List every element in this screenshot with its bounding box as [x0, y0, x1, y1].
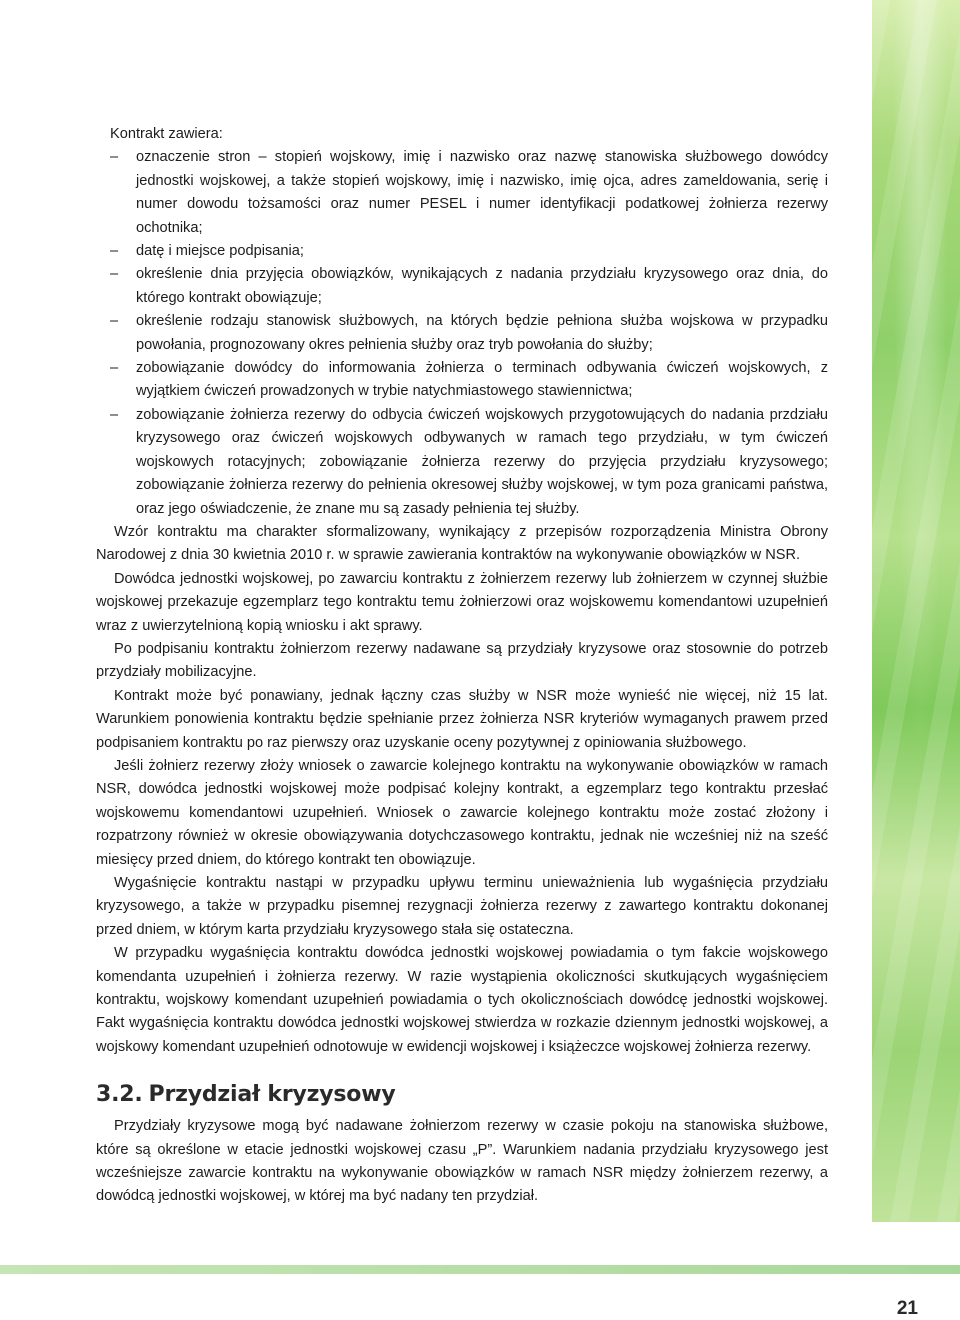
bullet-dash: –: [110, 266, 119, 283]
paragraph-assignments: Po podpisaniu kontraktu żołnierzom rezerwy nadawane są przydziały kryzysowe oraz stosownie do potrzeb przydziały mobilizacyjne.: [96, 640, 828, 681]
bullet-dash: –: [110, 360, 119, 377]
list-item: – datę i miejsce podpisania;: [96, 240, 828, 263]
section-title: Przydział kryzysowy: [148, 1082, 396, 1108]
list-item: – oznaczenie stron – stopień wojskowy, imię i nazwisko oraz nazwę stanowiska służbowego dowódcy jednostki wojskowej, a także stopień wojskowy, imię i nazwisko, imię ojca, adres zameldowania, serię i numer dowodu tożsamości oraz numer PESEL i numer identyfikacji podatkowej żołnierza rezerwy ochotnika;: [96, 146, 828, 240]
list-item: – zobowiązanie dowódcy do informowania żołnierza o terminach odbywania ćwiczeń wojskowych, z wyjątkiem ćwiczeń prowadzonych w trybie natychmiastowego stawiennictwa;: [96, 357, 828, 404]
paragraph-contract-handover: Dowódca jednostki wojskowej, po zawarciu kontraktu z żołnierzem rezerwy lub żołnierzem w czynnej służbie wojskowej przekazuje egzemplarz tego kontraktu temu żołnierzowi oraz wojskowemu komendantowi uzupełnień wraz z uwierzytelnioną kopią wniosku i akt sprawy.: [96, 570, 828, 634]
paragraph-expiry-notice: W przypadku wygaśnięcia kontraktu dowódca jednostki wojskowej powiadamia o tym fakcie wojskowego komendanta uzupełnień i żołnierza rezerwy. W razie wystąpienia okoliczności skutkujących wygaśnięciem kontraktu, wojskowy komendant uzupełnień powiadamia o tych okolicznościach dowódcę jednostki wojskowej. Fakt wygaśnięcia kontraktu dowódca jednostki wojskowej stwierdza w rozkazie dziennym jednostki wojskowej, a wojskowy komendant uzupełnień odnotowuje w ewidencji wojskowej i książeczce wojskowej żołnierza rezerwy.: [96, 945, 828, 1055]
paragraph-expiry: Wygaśnięcie kontraktu nastąpi w przypadku upływu terminu unieważnienia lub wygaśnięcia przydziału kryzysowego, a także w przypadku pisemnej rezygnacji żołnierza rezerwy z zawartego kontraktu dokonanej przed dniem, w którym karta przydziału kryzysowego stała się ostateczna.: [96, 875, 828, 938]
list-item: – określenie dnia przyjęcia obowiązków, wynikających z nadania przydziału kryzysowego oraz dnia, do którego kontrakt obowiązuje;: [96, 263, 828, 310]
bottom-divider: [0, 1265, 960, 1274]
contract-items-list: [96, 146, 828, 521]
bullet-dash: –: [110, 406, 119, 423]
page-number: 21: [896, 1298, 918, 1319]
page-content: [96, 123, 828, 1209]
list-item: – zobowiązanie żołnierza rezerwy do odbycia ćwiczeń wojskowych przygotowujących do nadania przdziału kryzysowego oraz ćwiczeń wojskowych odbywanych w ramach tego przydziału, w tym ćwiczeń wojskowych rotacyjnych; zobowiązanie żołnierza rezerwy do przyjęcia przydziału kryzysowego; zobowiązanie żołnierza rezerwy do pełnienia okresowej służby wojskowej, w tym poza granicami państwa, oraz jego oświadczenie, że znane mu są zasady pełnienia tej służby.: [96, 404, 828, 521]
contract-intro: Kontrakt zawiera:: [110, 126, 223, 142]
bullet-dash: –: [110, 313, 119, 330]
list-item: – określenie rodzaju stanowisk służbowych, na których będzie pełniona służba wojskowa w przypadku powołania, prognozowany okres pełnienia służby oraz tryb powołania do służby;: [96, 310, 828, 357]
bullet-dash: –: [110, 149, 119, 166]
paragraph-contract-template: Wzór kontraktu ma charakter sformalizowany, wynikający z przepisów rozporządzenia Ministra Obrony Narodowej z dnia 30 kwietnia 2010 r. w sprawie zawierania kontraktów na wykonywanie obowiązków w NSR.: [96, 523, 828, 564]
paragraph-renewal: Kontrakt może być ponawiany, jednak łączny czas służby w NSR może wynieść nie więcej, niż 15 lat. Warunkiem ponowienia kontraktu będzie spełnianie przez żołnierza NSR kryteriów wymaganych prawem przed podpisaniem kontraktu po raz pierwszy oraz uzyskanie oceny pozytywnej z opiniowania służbowego.: [96, 687, 828, 751]
decorative-green-band: [872, 0, 960, 1222]
section-paragraph: Przydziały kryzysowe mogą być nadawane żołnierzom rezerwy w czasie pokoju na stanowiska służbowe, które są określone w etacie jednostki wojskowej czasu „P”. Warunkiem nadania przydziału kryzysowego jest wcześniejsze zawarcie kontraktu na wykonywanie obowiązków w ramach NSR między żołnierzem rezerwy, a dowódcą jednostki wojskowej, w której ma być nadany ten przydział.: [96, 1118, 828, 1205]
section-heading: [96, 1081, 828, 1109]
paragraph-next-contract: Jeśli żołnierz rezerwy złoży wniosek o zawarcie kolejnego kontraktu na wykonywanie obowiązków w ramach NSR, dowódca jednostki wojskowej może podpisać kolejny kontrakt, a egzemplarz tego kontraktu przesłać wojskowemu komendantowi uzupełnień. Wniosek o zawarcie kolejnego kontraktu może zostać złożony i rozpatrzony również w okresie obowiązywania dotychczasowego kontraktu, jednak nie wcześniej niż na sześć miesięcy przed dniem, do którego kontrakt ten obowiązuje.: [96, 757, 828, 868]
bullet-dash: –: [110, 243, 119, 260]
section-number: 3.2.: [96, 1082, 143, 1108]
